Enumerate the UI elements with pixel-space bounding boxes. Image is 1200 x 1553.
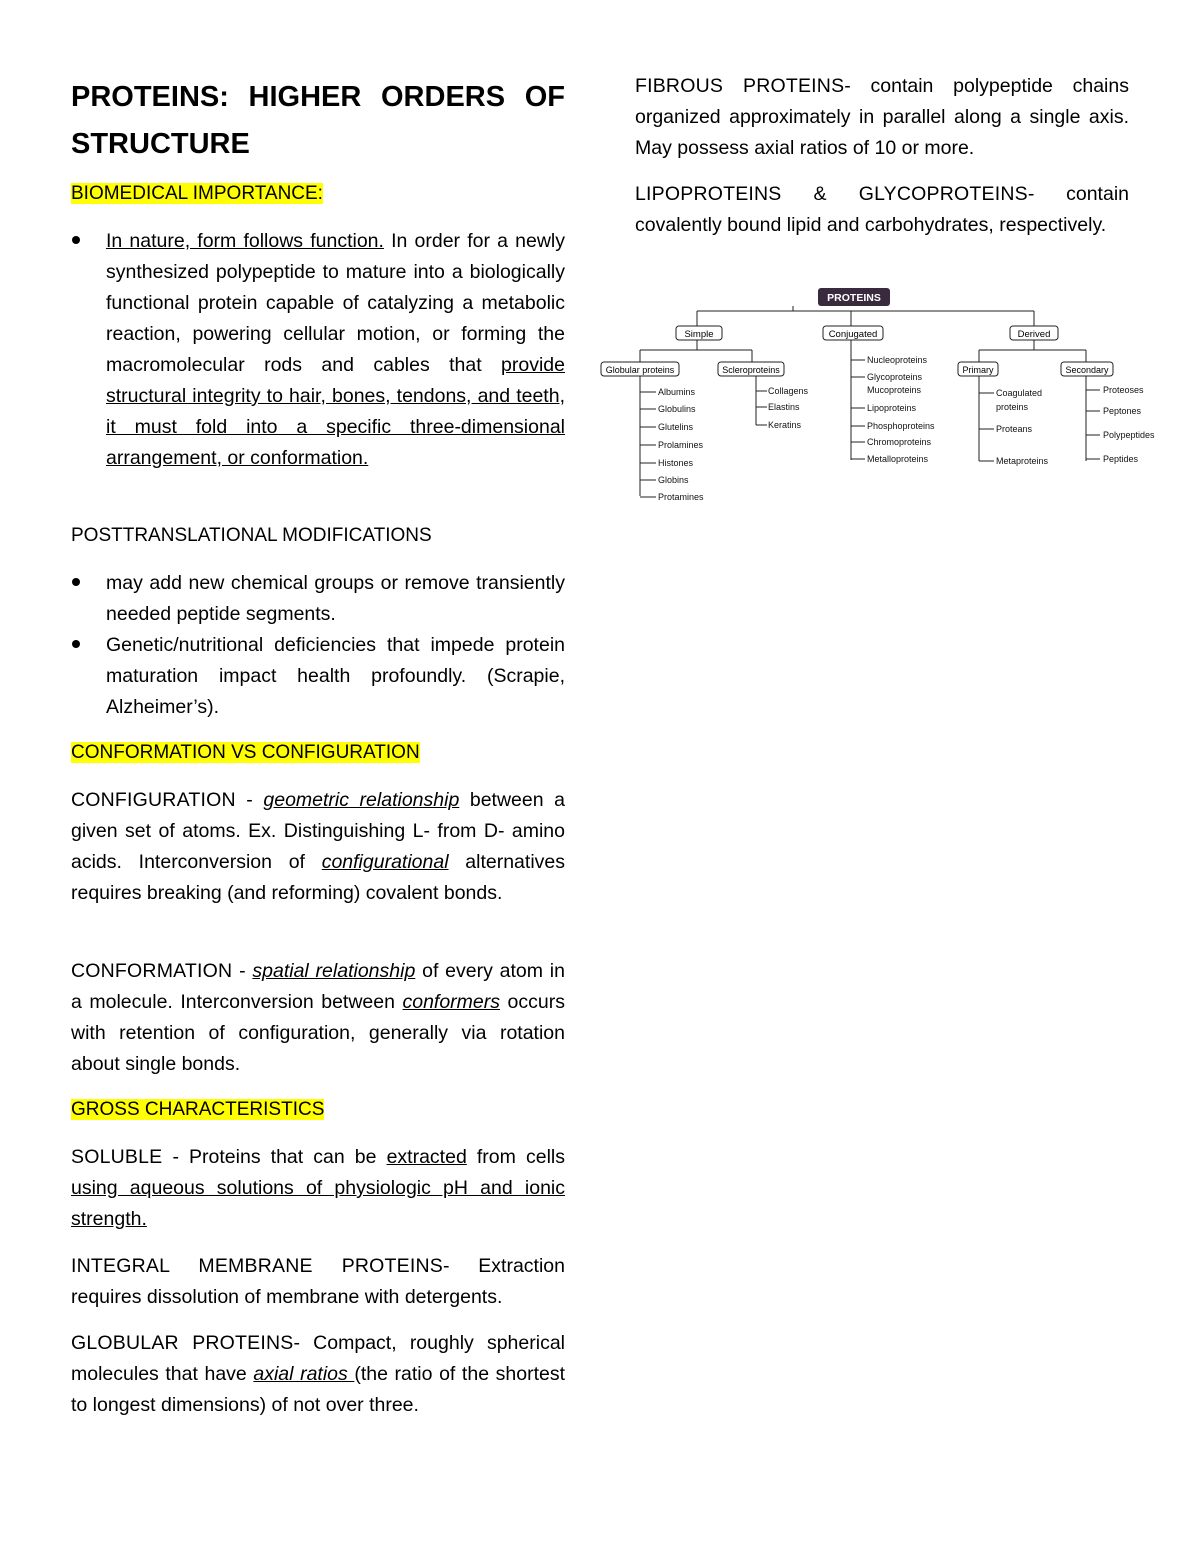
soluble-paragraph: SOLUBLE - Proteins that can be extracted from cells using aqueous solutions of physiologic pH and ionic strength. bbox=[71, 1146, 565, 1230]
diagram-leaf-globular: Prolamines bbox=[658, 440, 704, 450]
diagram-leaf-conjugated: Lipoproteins bbox=[867, 403, 917, 413]
biomedical-heading: BIOMEDICAL IMPORTANCE: bbox=[71, 183, 323, 204]
term: FIBROUS PROTEINS bbox=[635, 75, 845, 97]
ptm-list bbox=[71, 568, 565, 723]
diagram-leaf-primary: Proteans bbox=[996, 424, 1033, 434]
conf-heading: CONFORMATION VS CONFIGURATION bbox=[71, 742, 420, 763]
diagram-leaf-labels bbox=[658, 355, 1155, 502]
diagram-label-simple: Simple bbox=[684, 329, 714, 340]
diagram-root-label: PROTEINS bbox=[827, 292, 881, 304]
diagram-leaf-secondary: Peptones bbox=[1103, 406, 1142, 416]
diagram-leaf-globular: Globins bbox=[658, 475, 689, 485]
underlined-text: In nature, form follows function. bbox=[106, 230, 384, 252]
title-line-2: STRUCTURE bbox=[71, 128, 250, 160]
diagram-leaf-sclero: Keratins bbox=[768, 420, 802, 430]
underlined-text: provide structural integrity to hair, bones, tendons, and teeth, it must fold into a specific three-dimensional arrangement, or conformation. bbox=[106, 354, 565, 469]
diagram-leaf-secondary: Polypeptides bbox=[1103, 430, 1155, 440]
diagram-leaf-secondary: Peptides bbox=[1103, 454, 1139, 464]
configuration-paragraph: CONFIGURATION - geometric relationship between a given set of atoms. Ex. Distinguishing L- from D- amino acids. Interconversion of configurational alternatives requires breaking (and reforming) covalent bonds. bbox=[71, 789, 566, 904]
term: SOLUBLE bbox=[71, 1146, 163, 1168]
bullet-icon bbox=[72, 640, 80, 648]
diagram-leaf-conjugated: Mucoproteins bbox=[867, 385, 922, 395]
diagram-leaf-conjugated: Nucleoproteins bbox=[867, 355, 928, 365]
term: CONFORMATION bbox=[71, 960, 233, 982]
term: LIPOPROTEINS & GLYCOPROTEINS bbox=[635, 183, 1028, 205]
term: GLOBULAR PROTEINS bbox=[71, 1332, 294, 1354]
list-item: In nature, form follows function. In order for a newly synthesized polypeptide to mature into a biologically functional protein capable of catalyzing a metabolic reaction, powering cellular motion, or forming the macromolecular rods and cables that provide structural integrity to hair, bones, tendons, and teeth, it must fold into a specific three-dimensional arrangement, or conformation. bbox=[71, 226, 565, 474]
diagram-label-globular: Globular proteins bbox=[605, 365, 675, 375]
term: CONFIGURATION bbox=[71, 789, 236, 811]
list-item: Genetic/nutritional deficiencies that impede protein maturation impact health profoundly. (Scrapie, Alzheimer’s). bbox=[71, 630, 565, 723]
protein-classification-diagram bbox=[596, 280, 1166, 515]
diagram-label-derived: Derived bbox=[1017, 329, 1051, 340]
bullet-icon bbox=[72, 578, 80, 586]
title-line-1: PROTEINS: HIGHER ORDERS OF bbox=[71, 81, 565, 113]
list-item: may add new chemical groups or remove transiently needed peptide segments. bbox=[71, 568, 565, 630]
lipo-glyco-paragraph: LIPOPROTEINS & GLYCOPROTEINS- contain covalently bound lipid and carbohydrates, respectively. bbox=[635, 183, 1129, 236]
page-title bbox=[71, 74, 565, 168]
diagram-leaf-globular: Histones bbox=[658, 458, 694, 468]
diagram-leaf-globular: Globulins bbox=[658, 404, 696, 414]
diagram-leaf-conjugated: Chromoproteins bbox=[867, 437, 932, 447]
ptm-heading: POSTTRANSLATIONAL MODIFICATIONS bbox=[71, 525, 432, 546]
diagram-leaf-conjugated: Phosphoproteins bbox=[867, 421, 935, 431]
diagram-leaf-globular: Glutelins bbox=[658, 422, 694, 432]
globular-paragraph: GLOBULAR PROTEINS- Compact, roughly spherical molecules that have axial ratios (the ratio of the shortest to longest dimensions) of not over three. bbox=[71, 1332, 566, 1416]
conformation-paragraph: CONFORMATION - spatial relationship of every atom in a molecule. Interconversion between conformers occurs with retention of configuration, generally via rotation about single bonds. bbox=[71, 960, 565, 1075]
gross-heading: GROSS CHARACTERISTICS bbox=[71, 1099, 325, 1120]
diagram-leaf-secondary: Proteoses bbox=[1103, 385, 1144, 395]
diagram-leaf-sclero: Collagens bbox=[768, 386, 809, 396]
diagram-leaf-conjugated: Glycoproteins bbox=[867, 372, 923, 382]
integral-membrane-paragraph: INTEGRAL MEMBRANE PROTEINS- Extraction requires dissolution of membrane with detergents. bbox=[71, 1255, 565, 1308]
fibrous-paragraph: FIBROUS PROTEINS- contain polypeptide chains organized approximately in parallel along a single axis. May possess axial ratios of 10 or more. bbox=[635, 75, 1129, 159]
bullet-icon bbox=[72, 236, 80, 244]
biomedical-list bbox=[71, 226, 565, 474]
diagram-leaf-primary: Metaproteins bbox=[996, 456, 1049, 466]
diagram-leaf-primary: proteins bbox=[996, 402, 1029, 412]
diagram-label-conjugated: Conjugated bbox=[828, 329, 878, 340]
diagram-label-sclero: Scleroproteins bbox=[722, 365, 780, 375]
diagram-leaf-globular: Protamines bbox=[658, 492, 704, 502]
diagram-leaf-primary: Coagulated bbox=[996, 388, 1043, 398]
diagram-leaf-sclero: Elastins bbox=[768, 402, 800, 412]
diagram-leaf-globular: Albumins bbox=[658, 387, 696, 397]
term: INTEGRAL MEMBRANE PROTEINS bbox=[71, 1255, 443, 1277]
diagram-leaf-conjugated: Metalloproteins bbox=[867, 454, 929, 464]
diagram-label-primary: Primary bbox=[962, 365, 994, 375]
diagram-label-secondary: Secondary bbox=[1065, 365, 1109, 375]
